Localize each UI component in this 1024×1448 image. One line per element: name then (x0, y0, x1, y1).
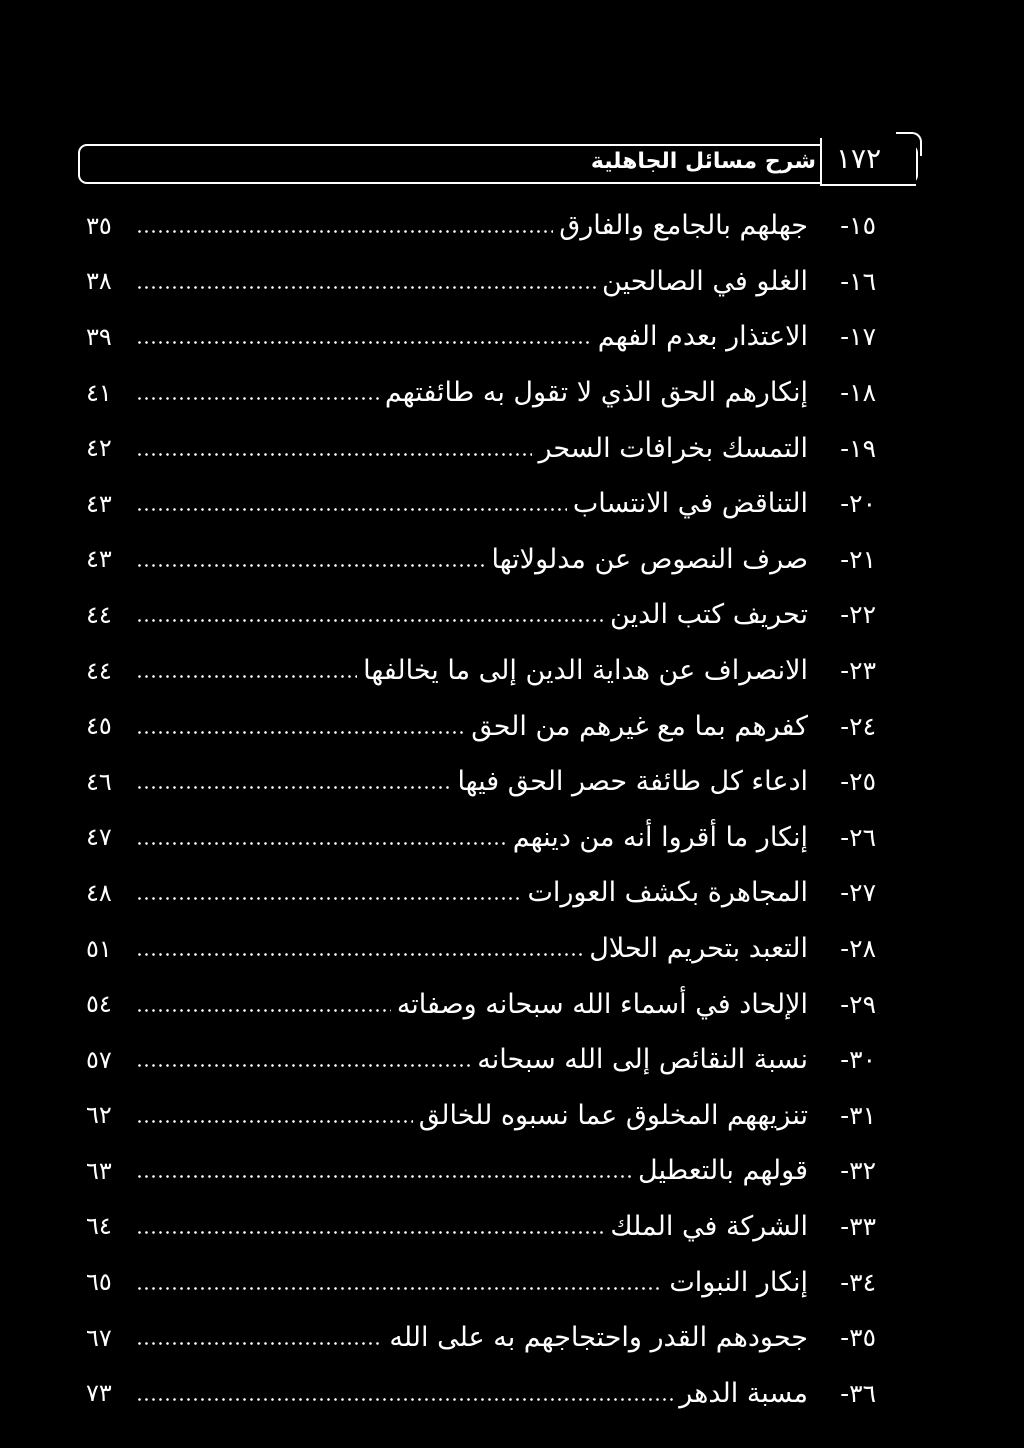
toc-entry-number: ٣٤- (840, 1267, 876, 1297)
dot-leader (136, 1064, 471, 1067)
toc-entry-title: ادعاء كل طائفة حصر الحق فيها (457, 766, 808, 798)
toc-entry-number: ٣٥- (840, 1323, 876, 1353)
toc-page-number: ٤٤ (86, 656, 112, 685)
toc-entry-title: الانصراف عن هداية الدين إلى ما يخالفها (363, 655, 808, 687)
toc-entry-number: ٢٠- (840, 489, 876, 519)
toc-entry-number: ١٩- (840, 433, 876, 463)
dot-leader (136, 1231, 604, 1234)
toc-page-number: ٤٦ (86, 767, 112, 796)
toc-entry-title: الإلحاد في أسماء الله سبحانه وصفاته (396, 988, 808, 1020)
toc-page-number: ٦٥ (86, 1268, 112, 1297)
toc-entry-title: تنزيههم المخلوق عما نسبوه للخالق (418, 1099, 808, 1131)
toc-entry-number: ٣٠- (840, 1045, 876, 1075)
dot-leader (136, 842, 507, 845)
dot-leader (136, 1175, 632, 1178)
toc-row (86, 1365, 876, 1421)
toc-row (86, 643, 876, 699)
toc-page-number: ٦٢ (86, 1101, 112, 1130)
dot-leader (136, 453, 532, 456)
toc-row (86, 810, 876, 866)
dot-leader (136, 731, 465, 734)
toc-page-number: ٤٤ (86, 600, 112, 629)
header-corner-ornament (896, 132, 922, 156)
dot-leader (136, 397, 379, 400)
toc-row (86, 698, 876, 754)
toc-page-number: ٤٥ (86, 712, 112, 741)
toc-row (86, 1310, 876, 1366)
toc-entry-number: ١٨- (840, 378, 876, 408)
toc-page-number: ٤٢ (86, 434, 112, 463)
toc-row (86, 1143, 876, 1199)
table-of-contents (86, 198, 876, 1421)
toc-entry-title: إنكار النبوات (669, 1266, 808, 1298)
toc-entry-number: ٢٧- (840, 878, 876, 908)
dot-leader (136, 230, 553, 233)
dot-leader (136, 1120, 413, 1123)
toc-page-number: ٥١ (86, 934, 112, 963)
toc-page-number: ٣٨ (86, 267, 112, 296)
running-header (78, 144, 918, 184)
dot-leader (136, 564, 486, 567)
toc-entry-title: إنكار ما أقروا أنه من دينهم (512, 821, 808, 853)
toc-entry-number: ٢٥- (840, 767, 876, 797)
toc-entry-title: إنكارهم الحق الذي لا تقول به طائفتهم (384, 377, 808, 409)
toc-entry-number: ٣١- (840, 1100, 876, 1130)
toc-entry-number: ٣٣- (840, 1211, 876, 1241)
dot-leader (136, 897, 521, 900)
toc-page-number: ٦٤ (86, 1212, 112, 1241)
dot-leader (136, 286, 596, 289)
toc-page-number: ٣٥ (86, 211, 112, 240)
toc-entry-title: صرف النصوص عن مدلولاتها (491, 543, 808, 575)
toc-entry-number: ٢٨- (840, 934, 876, 964)
dot-leader (136, 619, 604, 622)
toc-row (86, 1199, 876, 1255)
book-title: شرح مسائل الجاهلية (590, 149, 816, 174)
dot-leader (136, 1009, 391, 1012)
toc-page-number: ٥٤ (86, 990, 112, 1019)
dot-leader (136, 953, 583, 956)
toc-entry-title: التعبد بتحريم الحلال (589, 933, 808, 965)
toc-entry-title: نسبة النقائص إلى الله سبحانه (477, 1044, 808, 1076)
toc-page-number: ٦٧ (86, 1323, 112, 1352)
toc-entry-number: ٢٣- (840, 656, 876, 686)
toc-entry-title: تحريف كتب الدين (610, 599, 808, 631)
toc-row (86, 865, 876, 921)
toc-row (86, 1032, 876, 1088)
toc-entry-number: ١٦- (840, 266, 876, 296)
toc-page-number: ٣٩ (86, 322, 112, 351)
toc-page-number: ٤٣ (86, 489, 112, 518)
toc-row (86, 365, 876, 421)
toc-entry-number: ٢٦- (840, 822, 876, 852)
toc-entry-title: جحودهم القدر واحتجاجهم به على الله (389, 1322, 808, 1354)
toc-page-number: ٦٣ (86, 1156, 112, 1185)
toc-row (86, 309, 876, 365)
toc-entry-title: قولهم بالتعطيل (638, 1155, 808, 1187)
dot-leader (136, 341, 592, 344)
toc-page-number: ٥٧ (86, 1045, 112, 1074)
toc-page-number: ٧٣ (86, 1379, 112, 1408)
toc-entry-number: ٢٤- (840, 711, 876, 741)
dot-leader (136, 508, 567, 511)
toc-entry-number: ٢٢- (840, 600, 876, 630)
toc-entry-title: كفرهم بما مع غيرهم من الحق (471, 710, 808, 742)
toc-entry-number: ٢١- (840, 544, 876, 574)
toc-entry-title: الشركة في الملك (610, 1210, 808, 1242)
toc-row (86, 198, 876, 254)
toc-entry-number: ٣٢- (840, 1156, 876, 1186)
dot-leader (136, 675, 357, 678)
toc-entry-number: ١٥- (840, 211, 876, 241)
page-number: ١٧٢ (836, 142, 882, 175)
dot-leader (136, 1398, 673, 1401)
toc-entry-title: مسبة الدهر (679, 1377, 808, 1409)
dot-leader (136, 1342, 383, 1345)
toc-page-number: ٤٧ (86, 823, 112, 852)
toc-entry-title: جهلهم بالجامع والفارق (559, 210, 808, 242)
toc-row (86, 1254, 876, 1310)
dot-leader (136, 1287, 663, 1290)
toc-row (86, 754, 876, 810)
toc-page-number: ٤٨ (86, 878, 112, 907)
toc-row (86, 976, 876, 1032)
toc-page-number: ٤٣ (86, 545, 112, 574)
toc-row (86, 420, 876, 476)
toc-entry-number: ٢٩- (840, 989, 876, 1019)
toc-entry-number: ١٧- (840, 322, 876, 352)
toc-page-number: ٤١ (86, 378, 112, 407)
toc-entry-title: التناقض في الانتساب (572, 488, 808, 520)
toc-row (86, 587, 876, 643)
toc-entry-title: المجاهرة بكشف العورات (527, 877, 808, 909)
dot-leader (136, 786, 451, 789)
toc-row (86, 921, 876, 977)
toc-entry-title: الغلو في الصالحين (602, 265, 808, 297)
toc-row (86, 1088, 876, 1144)
toc-entry-number: ٣٦- (840, 1378, 876, 1408)
toc-entry-title: التمسك بخرافات السحر (538, 432, 808, 464)
toc-row (86, 476, 876, 532)
toc-row (86, 254, 876, 310)
toc-row (86, 532, 876, 588)
toc-entry-title: الاعتذار بعدم الفهم (597, 321, 808, 353)
